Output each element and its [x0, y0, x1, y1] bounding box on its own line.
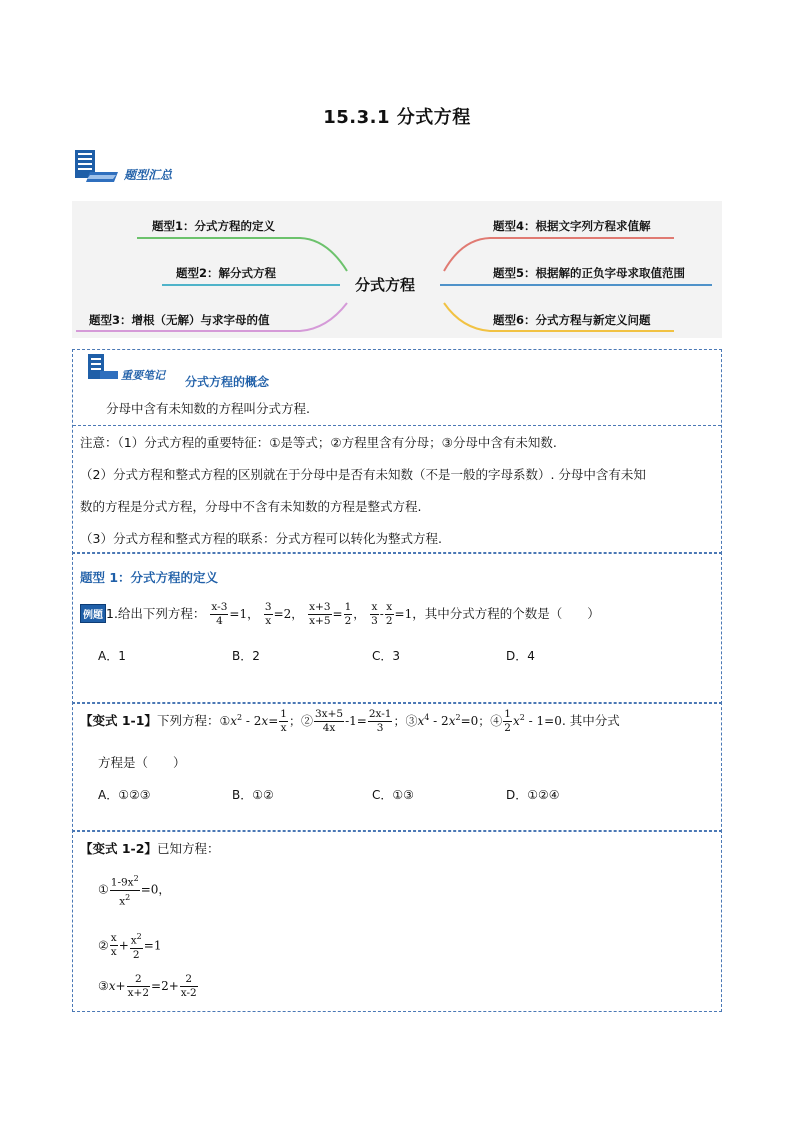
note-2a: （2）分式方程和整式方程的区别就在于分母中是否有未知数（不是一般的字母系数）. 分母中含有未知 [80, 467, 646, 482]
note-3: （3）分式方程和整式方程的联系：分式方程可以转化为整式方程. [80, 531, 442, 546]
mindmap-topic: 题型1：分式方程的定义 [152, 219, 276, 233]
concept-text: 分母中含有未知数的方程叫分式方程. [106, 401, 310, 416]
divider [73, 425, 721, 426]
option-c: C．3 [372, 649, 401, 663]
concept-title: 分式方程的概念 [185, 375, 270, 389]
variant11-line2: 方程是（ ） [98, 755, 186, 770]
notebook-icon [86, 353, 120, 385]
variant11-prefix: 下列方程： [156, 713, 220, 728]
variant12-question [80, 839, 219, 857]
note-1: 注意：（1）分式方程的重要特征：①是等式；②方程里含有分母；③分母中含有未知数. [80, 435, 557, 450]
mindmap-topic: 题型4：根据文字列方程求值解 [493, 219, 651, 233]
option-d: D．4 [506, 649, 535, 663]
option-b: B．2 [232, 649, 260, 663]
equation-2: ② $\frac{x}{x}$ + $\frac{x^2}{2}$ =1 [98, 932, 162, 961]
option-c: C．①③ [372, 788, 414, 802]
example-badge: 例题 [80, 604, 106, 623]
notes-box [72, 349, 722, 554]
equation-3: ③x+ $\frac{2}{x+2}$ =2+ $\frac{2}{x-2}$ [98, 973, 197, 999]
equation-list: $\frac{x-3}{4}$ =1， $\frac{3}{x}$ =2， $\frac{x+3}{x+5}$ = $\frac{1}{2}$ ， $\frac{x}{3}$ - $\frac{x}{2}$ =1 [211, 601, 413, 627]
variant12-prefix: 已知方程： [156, 841, 220, 856]
mindmap-topic: 题型2：解分式方程 [176, 266, 277, 280]
mindmap-topic: 题型6：分式方程与新定义问题 [493, 313, 651, 327]
page-title: 15.3.1 分式方程 [323, 107, 471, 128]
equation-1: ① $\frac{1-9x^2}{x^2}$ =0， [98, 874, 171, 907]
note-2b: 数的方程是分式方程，分母中不含有未知数的方程是整式方程. [80, 499, 422, 514]
mindmap-topic: 题型5：根据解的正负字母求取值范围 [493, 266, 685, 280]
option-b: B．①② [232, 788, 274, 802]
type1-heading: 题型 1：分式方程的定义 [80, 570, 219, 585]
option-a: A．①②③ [98, 788, 151, 802]
notes-header: 重要笔记 [121, 369, 165, 382]
example-question [80, 601, 600, 628]
section-header: 题型汇总 [124, 168, 173, 182]
option-d: D．①②④ [506, 788, 560, 802]
variant11-question [80, 708, 620, 735]
mindmap-center: 分式方程 [354, 276, 415, 294]
variant11-label: 【变式 1-1】 [80, 713, 157, 728]
variant12-label: 【变式 1-2】 [80, 841, 157, 856]
variant11-suffix: . 其中分式 [561, 713, 620, 728]
option-a: A．1 [98, 649, 126, 663]
mindmap-topic: 题型3：增根（无解）与求字母的值 [89, 313, 270, 327]
book-stack-icon [74, 148, 120, 186]
variant11-equations: $①x^2 - 2x=$ $\frac{1}{x}$ ；② $\frac{3x+5}{4x}$ -1= $\frac{2x-1}{3}$ ；$③x^4 - 2x^2=0$；④ $\frac{1}{2}$ $x^2 - 1=0$ [219, 708, 562, 734]
question-prefix: 1.给出下列方程： [106, 606, 206, 621]
question-suffix: ，其中分式方程的个数是（ ） [412, 606, 600, 621]
